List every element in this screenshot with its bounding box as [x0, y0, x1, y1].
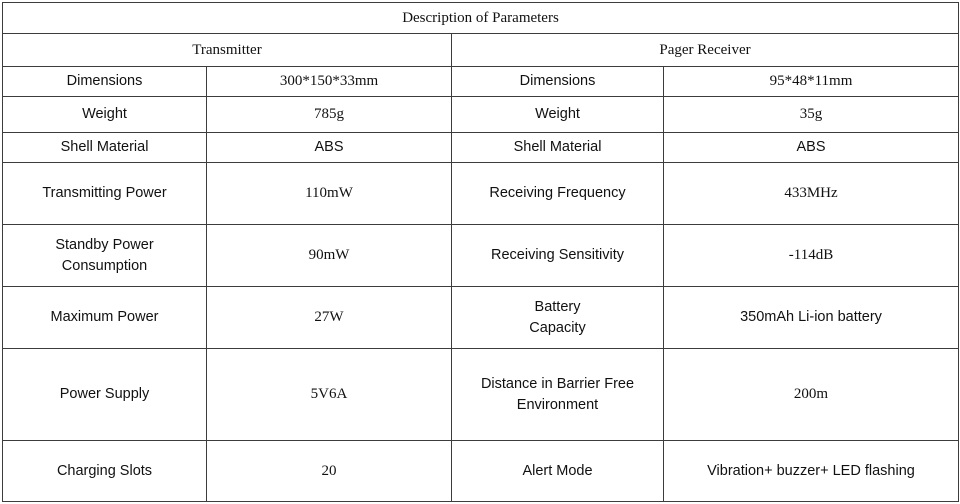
transmitter-param-value: 5V6A	[207, 349, 452, 441]
table-row	[3, 67, 959, 97]
receiver-param-value: 350mAh Li-ion battery	[664, 287, 959, 349]
transmitter-param-label: Transmitting Power	[3, 163, 207, 225]
table-row	[3, 225, 959, 287]
receiver-param-label: Weight	[452, 97, 664, 133]
transmitter-param-value: 90mW	[207, 225, 452, 287]
transmitter-param-label: Dimensions	[3, 67, 207, 97]
title-row	[3, 3, 959, 34]
transmitter-param-label: Maximum Power	[3, 287, 207, 349]
table-row	[3, 133, 959, 163]
table-row	[3, 287, 959, 349]
table-row	[3, 97, 959, 133]
receiver-header: Pager Receiver	[452, 34, 959, 67]
transmitter-param-label: Shell Material	[3, 133, 207, 163]
receiver-param-value: Vibration+ buzzer+ LED flashing	[664, 441, 959, 502]
section-header-row	[3, 34, 959, 67]
transmitter-param-value: 27W	[207, 287, 452, 349]
table-row	[3, 441, 959, 502]
transmitter-param-label: Charging Slots	[3, 441, 207, 502]
transmitter-param-label: Weight	[3, 97, 207, 133]
receiver-param-value: 35g	[664, 97, 959, 133]
receiver-param-label: Alert Mode	[452, 441, 664, 502]
receiver-param-value: -114dB	[664, 225, 959, 287]
transmitter-param-value: 785g	[207, 97, 452, 133]
transmitter-param-value: ABS	[207, 133, 452, 163]
transmitter-param-value: 110mW	[207, 163, 452, 225]
receiver-param-label: Battery Capacity	[452, 287, 664, 349]
receiver-param-label: Distance in Barrier Free Environment	[452, 349, 664, 441]
table-row	[3, 163, 959, 225]
receiver-param-label: Dimensions	[452, 67, 664, 97]
transmitter-param-label: Power Supply	[3, 349, 207, 441]
transmitter-param-value: 300*150*33mm	[207, 67, 452, 97]
receiver-param-value: 200m	[664, 349, 959, 441]
table-title: Description of Parameters	[3, 3, 959, 34]
transmitter-header: Transmitter	[3, 34, 452, 67]
table-row	[3, 349, 959, 441]
receiver-param-value: 95*48*11mm	[664, 67, 959, 97]
transmitter-param-label: Standby Power Consumption	[3, 225, 207, 287]
receiver-param-label: Receiving Frequency	[452, 163, 664, 225]
receiver-param-label: Shell Material	[452, 133, 664, 163]
parameters-table	[2, 2, 959, 502]
receiver-param-value: 433MHz	[664, 163, 959, 225]
receiver-param-label: Receiving Sensitivity	[452, 225, 664, 287]
receiver-param-value: ABS	[664, 133, 959, 163]
transmitter-param-value: 20	[207, 441, 452, 502]
